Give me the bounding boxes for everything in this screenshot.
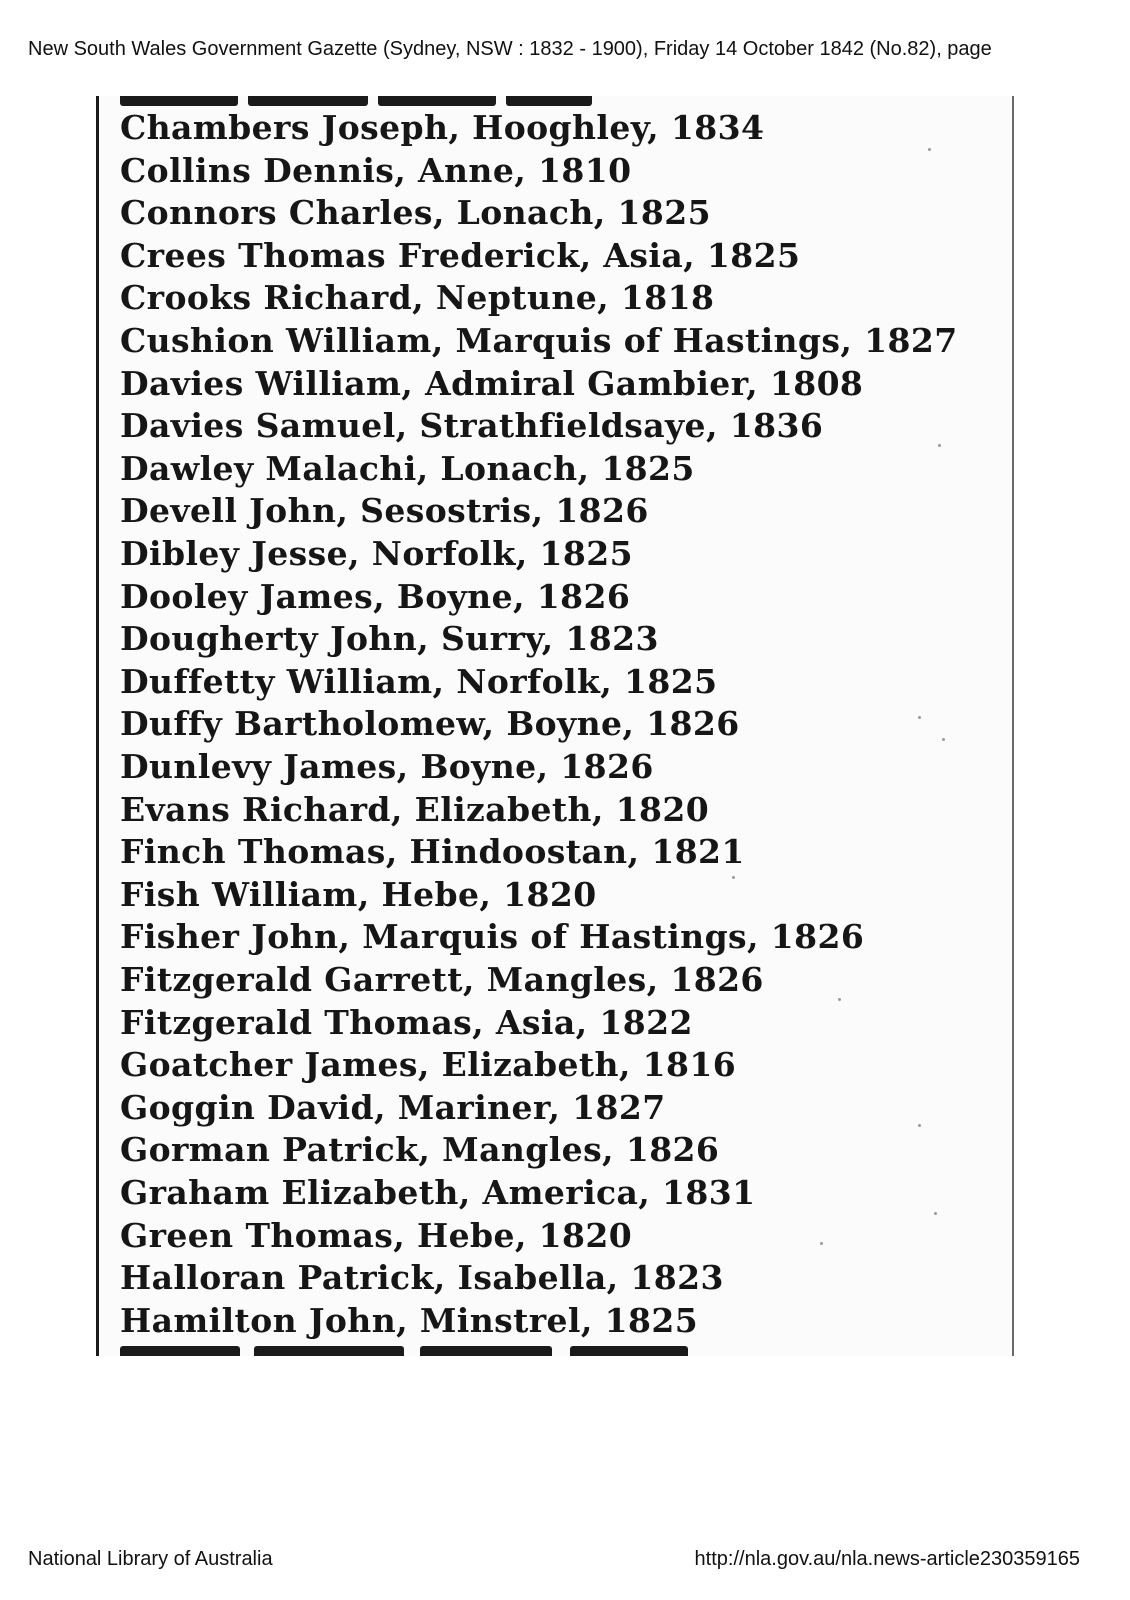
list-entry: Davies Samuel, Strathfieldsaye, 1836 bbox=[120, 406, 824, 446]
list-entry: Fitzgerald Thomas, Asia, 1822 bbox=[120, 1002, 693, 1042]
list-entry: Halloran Patrick, Isabella, 1823 bbox=[120, 1258, 724, 1298]
list-entry: Dougherty John, Surry, 1823 bbox=[120, 619, 659, 659]
list-entry: Collins Dennis, Anne, 1810 bbox=[120, 150, 632, 190]
list-entry: Duffy Bartholomew, Boyne, 1826 bbox=[120, 704, 740, 744]
citation-header: New South Wales Government Gazette (Sydney, NSW : 1832 - 1900), Friday 14 October 1842 (No.82), page bbox=[28, 38, 992, 60]
footer-url[interactable]: http://nla.gov.au/nla.news-article230359165 bbox=[694, 1548, 1080, 1570]
list-entry: Duffetty William, Norfolk, 1825 bbox=[120, 661, 718, 701]
list-entry: Cushion William, Marquis of Hastings, 1827 bbox=[120, 321, 958, 360]
list-entry: Dunlevy James, Boyne, 1826 bbox=[120, 747, 654, 786]
cut-off-entry-bottom bbox=[120, 1340, 740, 1356]
list-entry: Goatcher James, Elizabeth, 1816 bbox=[120, 1045, 737, 1085]
list-entry: Davies William, Admiral Gambier, 1808 bbox=[120, 363, 864, 403]
list-entry: Green Thomas, Hebe, 1820 bbox=[120, 1215, 633, 1255]
list-entry: Finch Thomas, Hindoostan, 1821 bbox=[120, 832, 745, 872]
list-entry: Devell John, Sesostris, 1826 bbox=[120, 491, 649, 531]
list-entry: Graham Elizabeth, America, 1831 bbox=[120, 1173, 756, 1212]
list-entry: Fisher John, Marquis of Hastings, 1826 bbox=[120, 917, 865, 957]
list-entry: Goggin David, Mariner, 1827 bbox=[120, 1087, 666, 1127]
list-entry: Connors Charles, Lonach, 1825 bbox=[120, 193, 711, 233]
list-entry: Crooks Richard, Neptune, 1818 bbox=[120, 278, 715, 318]
footer-source: National Library of Australia bbox=[28, 1548, 273, 1570]
list-entry: Dibley Jesse, Norfolk, 1825 bbox=[120, 534, 633, 573]
list-entry: Hamilton John, Minstrel, 1825 bbox=[120, 1300, 699, 1340]
list-entry: Dawley Malachi, Lonach, 1825 bbox=[120, 448, 695, 488]
list-entry: Chambers Joseph, Hooghley, 1834 bbox=[120, 108, 765, 147]
list-entry: Dooley James, Boyne, 1826 bbox=[120, 576, 631, 616]
list-entry: Fitzgerald Garrett, Mangles, 1826 bbox=[120, 960, 764, 999]
column-rule-right bbox=[1012, 96, 1014, 1356]
list-entry: Fish William, Hebe, 1820 bbox=[120, 874, 597, 914]
column-rule-left bbox=[96, 96, 99, 1356]
list-entry: Evans Richard, Elizabeth, 1820 bbox=[120, 789, 710, 829]
list-entry: Crees Thomas Frederick, Asia, 1825 bbox=[120, 235, 801, 275]
newspaper-clipping bbox=[96, 96, 1014, 1356]
list-entry: Gorman Patrick, Mangles, 1826 bbox=[120, 1130, 720, 1170]
